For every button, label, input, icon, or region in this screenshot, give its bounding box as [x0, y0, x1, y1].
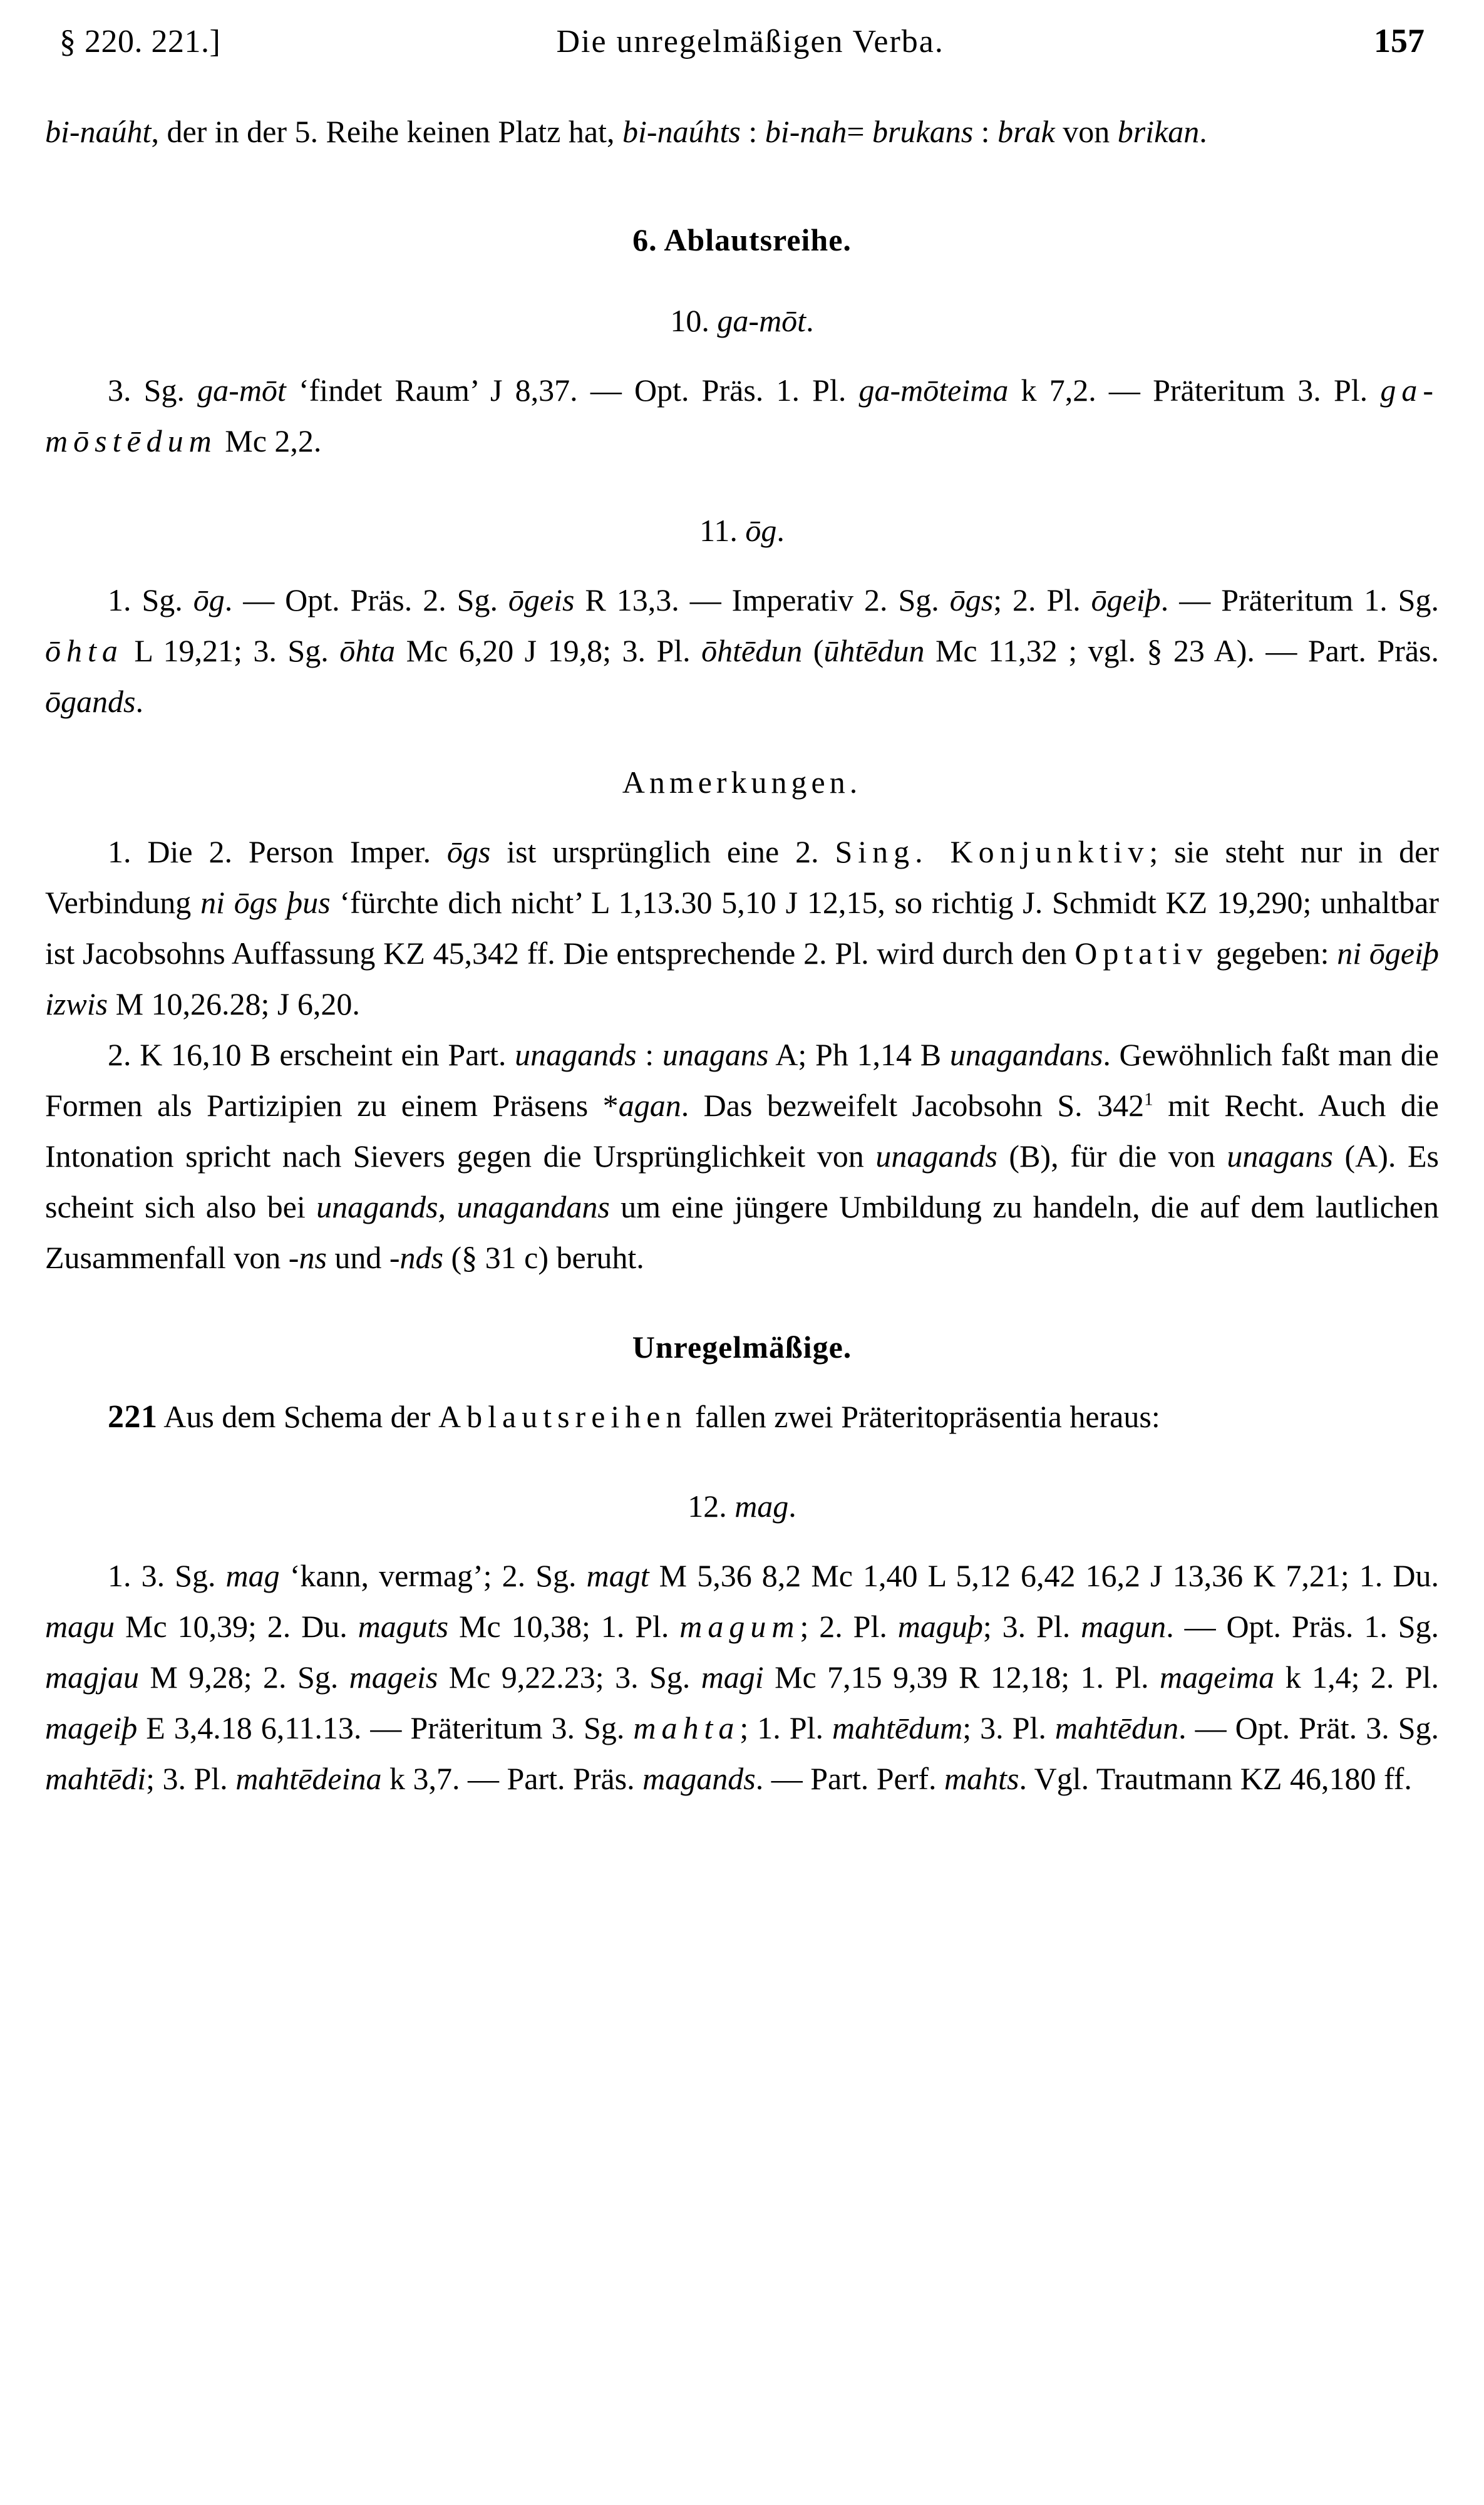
s11-t1: 1. Sg. — [108, 582, 193, 617]
spacer — [45, 467, 1439, 505]
s12-t11: ; 2. Pl. — [800, 1609, 898, 1644]
word-bi-nauhts: bi-naúhts — [622, 114, 741, 149]
s11-t11: L 19,21; 3. Sg. — [123, 633, 340, 668]
s10-t5: k 7,2. — Präteritum 3. Pl. — [1008, 373, 1381, 408]
word-brikan: brikan — [1117, 114, 1200, 149]
heading-section-11-word: ōg — [745, 513, 777, 548]
word-bi-nah: bi-nah — [765, 114, 847, 149]
s11-t15: ( — [802, 633, 824, 668]
anm1-emph-optativ: Optativ — [1074, 936, 1208, 971]
s11-word-og: ōg — [193, 582, 225, 617]
s12-t37: . — Part. Perf. — [755, 1761, 945, 1796]
s12-t13: ; 3. Pl. — [982, 1609, 1081, 1644]
s12-t39: . Vgl. Trautmann KZ 46,180 ff. — [1019, 1761, 1412, 1796]
s12-t25: E 3,4.18 6,11.13. — Präteritum 3. Sg. — [137, 1710, 634, 1745]
anm2-l: (B), für die von — [997, 1139, 1227, 1174]
s11-word-ogs: ōgs — [949, 582, 994, 617]
s12-t29: ; 3. Pl. — [962, 1710, 1055, 1745]
s12-word-mahta: mahta — [633, 1710, 740, 1745]
s12-t5: M 5,36 8,2 Mc 1,40 L 5,12 6,42 16,2 J 13,36 K 7,21; 1. Du. — [649, 1558, 1439, 1593]
word-brukans: brukans — [872, 114, 974, 149]
s12-t19: Mc 9,22.23; 3. Sg. — [438, 1660, 701, 1695]
opening-colon-2: : — [973, 114, 998, 149]
s11-t17: Mc 11,32 ; vgl. § 23 A). — Part. Präs. — [924, 633, 1440, 668]
paragraph-anmerkung-2 — [45, 1030, 1439, 1283]
anm2-footnote-marker: 1 — [1144, 1089, 1153, 1110]
opening-von: von — [1054, 114, 1118, 149]
anm2-word-unagans-1: unagans — [662, 1037, 769, 1072]
s12-word-mageima: mageima — [1159, 1660, 1275, 1695]
s12-t35: k 3,7. — Part. Präs. — [381, 1761, 643, 1796]
s12-word-magu: magu — [45, 1609, 115, 1644]
s12-word-mahtedum: mahtēdum — [832, 1710, 963, 1745]
opening-equals: = — [847, 114, 873, 149]
s10-t7: Mc 2,2. — [217, 423, 322, 458]
heading-section-10 — [45, 296, 1439, 346]
heading-section-12-word: mag — [734, 1489, 789, 1524]
spacer — [45, 727, 1439, 757]
s12-word-mahtedun: mahtēdun — [1054, 1710, 1179, 1745]
anm2-p: um eine jüngere Umbildung zu handeln, die auf dem lautlichen Zusammenfall von — [45, 1189, 1439, 1275]
s10-word-gamoteima: ga-mōteima — [858, 373, 1009, 408]
anm2-a: 2. K 16,10 B erscheint ein Part. — [108, 1037, 515, 1072]
heading-section-10-dot: . — [806, 303, 814, 338]
spacer — [45, 157, 1439, 215]
s12-t1: 1. 3. Sg. — [108, 1558, 226, 1593]
spacer — [45, 808, 1439, 827]
heading-section-12-dot: . — [788, 1489, 796, 1524]
page-number: 157 — [1374, 22, 1425, 59]
anm2-word-unagans-2: unagans — [1227, 1139, 1333, 1174]
anm2-e: A; Ph 1,14 B — [768, 1037, 950, 1072]
s12-t27: ; 1. Pl. — [739, 1710, 832, 1745]
s11-word-ogeith: ōgeiþ — [1091, 582, 1161, 617]
s10-t1: 3. Sg. — [108, 373, 198, 408]
anm2-j: mit Recht. Auch die Intonation spricht nach Sievers gegen die Ursprünglichkeit von — [45, 1088, 1439, 1174]
paragraph-section-12 — [45, 1551, 1439, 1804]
s12-t15: . — Opt. Präs. 1. Sg. — [1166, 1609, 1440, 1644]
s12-t23: k 1,4; 2. Pl. — [1274, 1660, 1439, 1695]
s11-t7: ; 2. Pl. — [993, 582, 1091, 617]
heading-section-11-dot: . — [776, 513, 785, 548]
anm1-word-ogs: ōgs — [446, 834, 491, 869]
s12-word-maguth: maguþ — [897, 1609, 983, 1644]
spacer — [45, 556, 1439, 575]
s12-word-magjau: magjau — [45, 1660, 139, 1695]
heading-section-10-number: 10. — [670, 303, 718, 338]
s12-word-mahtedi: mahtēdi — [45, 1761, 147, 1796]
anm2-r: und — [326, 1240, 389, 1275]
s12-word-magun: magun — [1081, 1609, 1167, 1644]
anm2-n: (A). Es scheint sich also bei — [45, 1139, 1439, 1224]
s221-c: fallen zwei Präteritopräsentia heraus: — [687, 1399, 1160, 1434]
s11-t3: . — Opt. Präs. 2. Sg. — [224, 582, 508, 617]
body-column — [45, 106, 1439, 1804]
running-head-section-ref: § 220. 221.] — [59, 24, 221, 59]
s11-word-ogeis: ōgeis — [508, 582, 575, 617]
opening-colon-1: : — [740, 114, 765, 149]
paragraph-section-10 — [45, 365, 1439, 467]
s12-word-magt: magt — [586, 1558, 649, 1593]
s11-t5: R 13,3. — Imperativ 2. Sg. — [574, 582, 950, 617]
s12-t31: . — Opt. Prät. 3. Sg. — [1178, 1710, 1440, 1745]
heading-section-10-word: ga-mōt — [717, 303, 806, 338]
anm2-g: . Gewöhnlich faßt man die Formen als Partizipien zu einem Präsens * — [45, 1037, 1439, 1123]
running-head-title: Die unregelmäßigen Verba. — [556, 24, 944, 59]
anm1-e: ; sie steht nur in der Verbindung — [45, 834, 1439, 920]
s11-word-ogands: ōgands — [45, 684, 136, 719]
s11-t19: . — [135, 684, 143, 719]
paragraph-opening — [45, 106, 1439, 157]
s11-word-ohta-1: ōhta — [45, 633, 123, 668]
paragraph-section-221 — [45, 1392, 1439, 1442]
heading-section-11-number: 11. — [699, 513, 746, 548]
s11-word-uhtedun: ūhtēdun — [823, 633, 925, 668]
spacer — [45, 266, 1439, 296]
spacer — [45, 1532, 1439, 1551]
anm2-suffix-nds: -nds — [389, 1240, 444, 1275]
spacer — [45, 1442, 1439, 1481]
s12-word-mahts: mahts — [944, 1761, 1019, 1796]
s12-t21: Mc 7,15 9,39 R 12,18; 1. Pl. — [763, 1660, 1160, 1695]
heading-ablautsreihe: 6. Ablautsreihe. — [632, 222, 852, 257]
anm2-c: : — [636, 1037, 662, 1072]
spacer — [45, 1373, 1439, 1392]
s12-t7: Mc 10,39; 2. Du. — [115, 1609, 358, 1644]
section-number-221: 221 — [108, 1399, 158, 1435]
anm2-word-unagands-2: unagands — [875, 1139, 997, 1174]
anm1-a: 1. Die 2. Person Imper. — [108, 834, 447, 869]
s11-word-ohtedun: ōhtēdun — [701, 633, 803, 668]
opening-text-1: , der in der 5. Reihe keinen Platz hat, — [151, 114, 622, 149]
s12-t33: ; 3. Pl. — [146, 1761, 236, 1796]
s12-word-mageith: mageiþ — [45, 1710, 138, 1745]
anm1-g: ‘fürchte dich nicht’ L 1,13.30 5,10 J 12,15, so richtig J. Schmidt KZ 19,290; unhaltbar ist Jacobsohns Auffassung KZ 45,342 ff. Die entsprechende 2. Pl. wird durch den — [45, 885, 1439, 971]
s12-t3: ‘kann, vermag’; 2. Sg. — [279, 1558, 587, 1593]
anm2-t: (§ 31 c) beruht. — [443, 1240, 644, 1275]
anm2-word-unagandans-1: unagandans — [949, 1037, 1103, 1072]
paragraph-section-11 — [45, 575, 1439, 727]
s10-word-gamot: ga-mōt — [197, 373, 286, 408]
s10-word-gamostedum: ga-mōstēdum — [45, 373, 1440, 458]
s12-word-maguts: maguts — [358, 1609, 449, 1644]
s11-t9: . — Präteritum 1. Sg. — [1160, 582, 1439, 617]
anm2-suffix-ns: -ns — [288, 1240, 327, 1275]
spacer — [45, 1283, 1439, 1322]
anm2-word-agan: agan — [618, 1088, 681, 1123]
anm1-phrase-ni-ogeith-izwis: ni ōgeiþ izwis — [45, 936, 1439, 1021]
word-bi-nauht: bi-naúht — [45, 114, 152, 149]
paragraph-anmerkung-1 — [45, 827, 1439, 1030]
s11-word-ohta-2: ōhta — [339, 633, 396, 668]
s12-word-magum: magum — [679, 1609, 800, 1644]
s12-word-mag: mag — [225, 1558, 280, 1593]
heading-unregelmaessige: Unregelmäßige. — [632, 1330, 852, 1365]
anm2-word-unagands-1: unagands — [515, 1037, 637, 1072]
s12-word-magi: magi — [701, 1660, 764, 1695]
opening-period: . — [1199, 114, 1207, 149]
anm1-phrase-ni-ogs-thus: ni ōgs þus — [200, 885, 331, 920]
running-head — [59, 24, 1425, 66]
s12-t17: M 9,28; 2. Sg. — [139, 1660, 349, 1695]
anm2-words-unagands-unagandans: unagands, unagandans — [316, 1189, 610, 1224]
word-brak: brak — [997, 114, 1055, 149]
heading-section-12-number: 12. — [688, 1489, 735, 1524]
anm1-c: ist ursprünglich eine 2. — [490, 834, 835, 869]
anm1-k: M 10,26.28; J 6,20. — [108, 986, 360, 1021]
anm2-i: . Das bezweifelt Jacobsohn S. 342 — [681, 1088, 1145, 1123]
s11-t13: Mc 6,20 J 19,8; 3. Pl. — [395, 633, 702, 668]
s221-a: Aus dem Schema der — [157, 1399, 439, 1434]
s12-t9: Mc 10,38; 1. Pl. — [448, 1609, 680, 1644]
s221-emph-ablautsreihen: Ablautsreihen — [438, 1399, 688, 1434]
heading-section-12 — [45, 1481, 1439, 1532]
heading-anmerkungen: Anmerkungen. — [622, 765, 862, 800]
spacer — [45, 346, 1439, 365]
anm1-emph-sing-konjunktiv: Sing. Konjunktiv — [835, 834, 1150, 869]
anm1-i: gegeben: — [1208, 936, 1337, 971]
s12-word-magands: magands — [642, 1761, 756, 1796]
heading-section-11 — [45, 505, 1439, 556]
s10-t3: ‘findet Raum’ J 8,37. — Opt. Präs. 1. Pl. — [286, 373, 859, 408]
s12-word-mahtedeina: mahtēdeina — [235, 1761, 382, 1796]
s12-word-mageis: mageis — [349, 1660, 438, 1695]
